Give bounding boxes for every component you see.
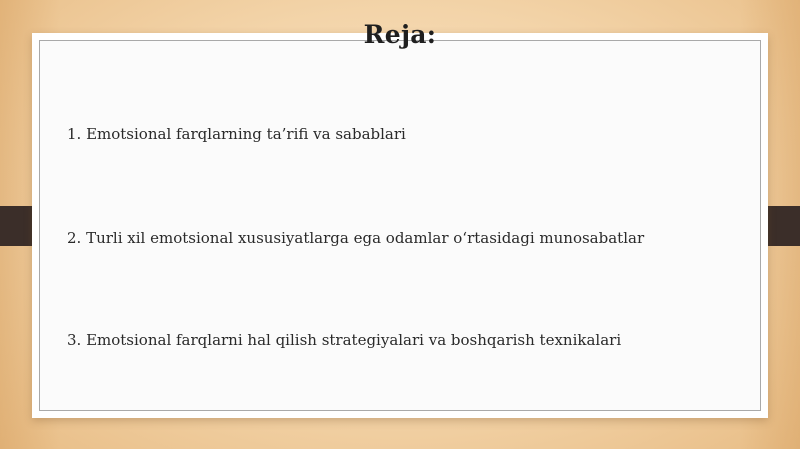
plan-item-1: 1. Emotsional farqlarning ta’rifi va sabablari xyxy=(67,125,406,143)
slide-card-frame xyxy=(39,40,761,411)
slide-card xyxy=(32,33,768,418)
slide-title: Reja: xyxy=(363,20,437,49)
plan-item-2: 2. Turli xil emotsional xususiyatlarga ega odamlar o‘rtasidagi munosabatlar xyxy=(67,229,645,247)
plan-item-3: 3. Emotsional farqlarni hal qilish strategiyalari va boshqarish texnikalari xyxy=(67,331,622,349)
